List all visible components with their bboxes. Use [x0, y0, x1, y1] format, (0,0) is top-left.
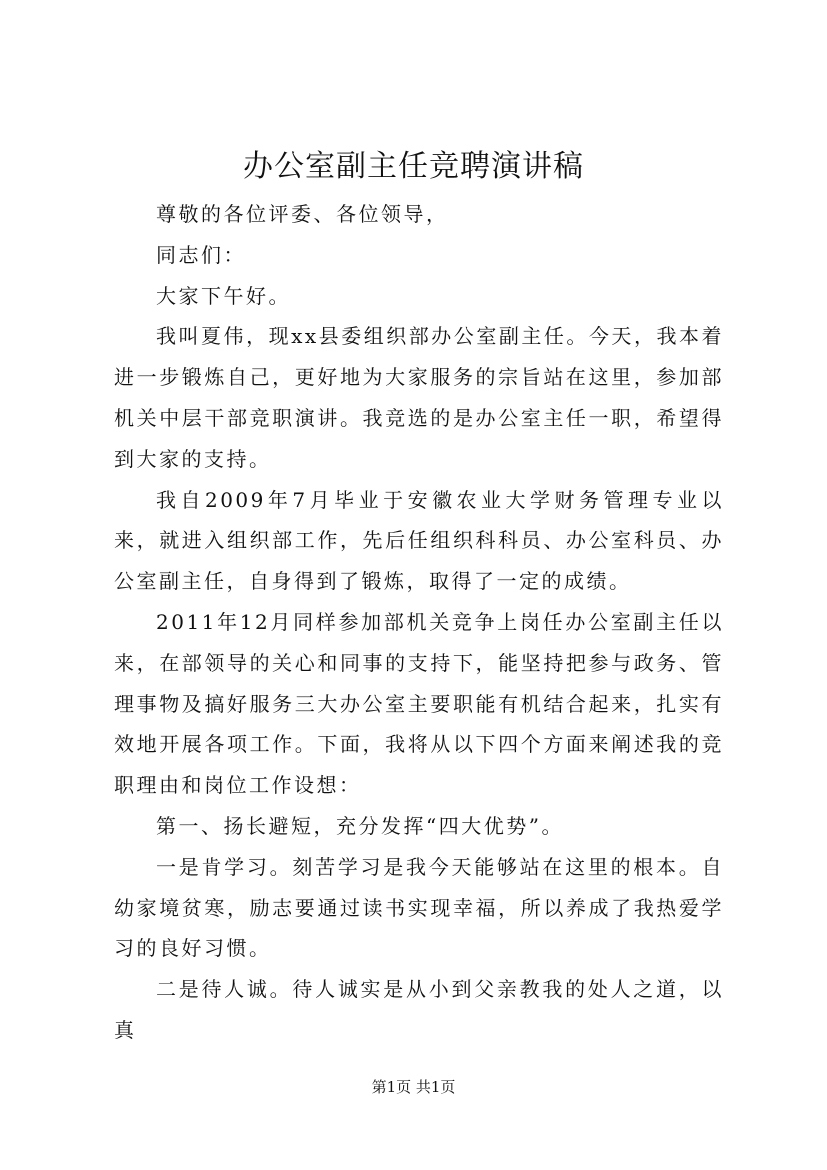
career-paragraph: 我自2009年7月毕业于安徽农业大学财务管理专业以来，就进入组织部工作，先后任组织科科员、办公室科员、办公室副主任，自身得到了锻炼，取得了一定的成绩。	[114, 487, 724, 594]
greeting-paragraph: 大家下午好。	[156, 283, 291, 308]
salutation-comrades-paragraph: 同志们：	[156, 242, 246, 267]
document-body	[114, 194, 724, 1051]
introduction-paragraph: 我叫夏伟，现xx县委组织部办公室副主任。今天，我本着进一步锻炼自己，更好地为大家服务的宗旨站在这里，参加部机关中层干部竞职演讲。我竞选的是办公室主任一职，希望得到大家的支持。	[114, 324, 724, 471]
learning-paragraph: 一是肯学习。刻苦学习是我今天能够站在这里的根本。自幼家境贫寒，励志要通过读书实现幸福，所以养成了我热爱学习的良好习惯。	[114, 854, 724, 961]
salutation-paragraph: 尊敬的各位评委、各位领导，	[156, 202, 449, 226]
section-heading-paragraph: 第一、扬长避短，充分发挥“四大优势”。	[156, 813, 564, 838]
page-footer: 第1页 共1页	[371, 1078, 456, 1096]
work-summary-paragraph: 2011年12月同样参加部机关竞争上岗任办公室副主任以来，在部领导的关心和同事的支持下，能坚持把参与政务、管理事物及搞好服务三大办公室主要职能有机结合起来，扎实有效地开展各项工作。下面，我将从以下四个方面来阐述我的竞职理由和岗位工作设想：	[114, 609, 724, 798]
sincerity-paragraph: 二是待人诚。待人诚实是从小到父亲教我的处人之道，以真	[114, 977, 724, 1042]
document-title: 办公室副主任竞聘演讲稿	[243, 149, 584, 184]
